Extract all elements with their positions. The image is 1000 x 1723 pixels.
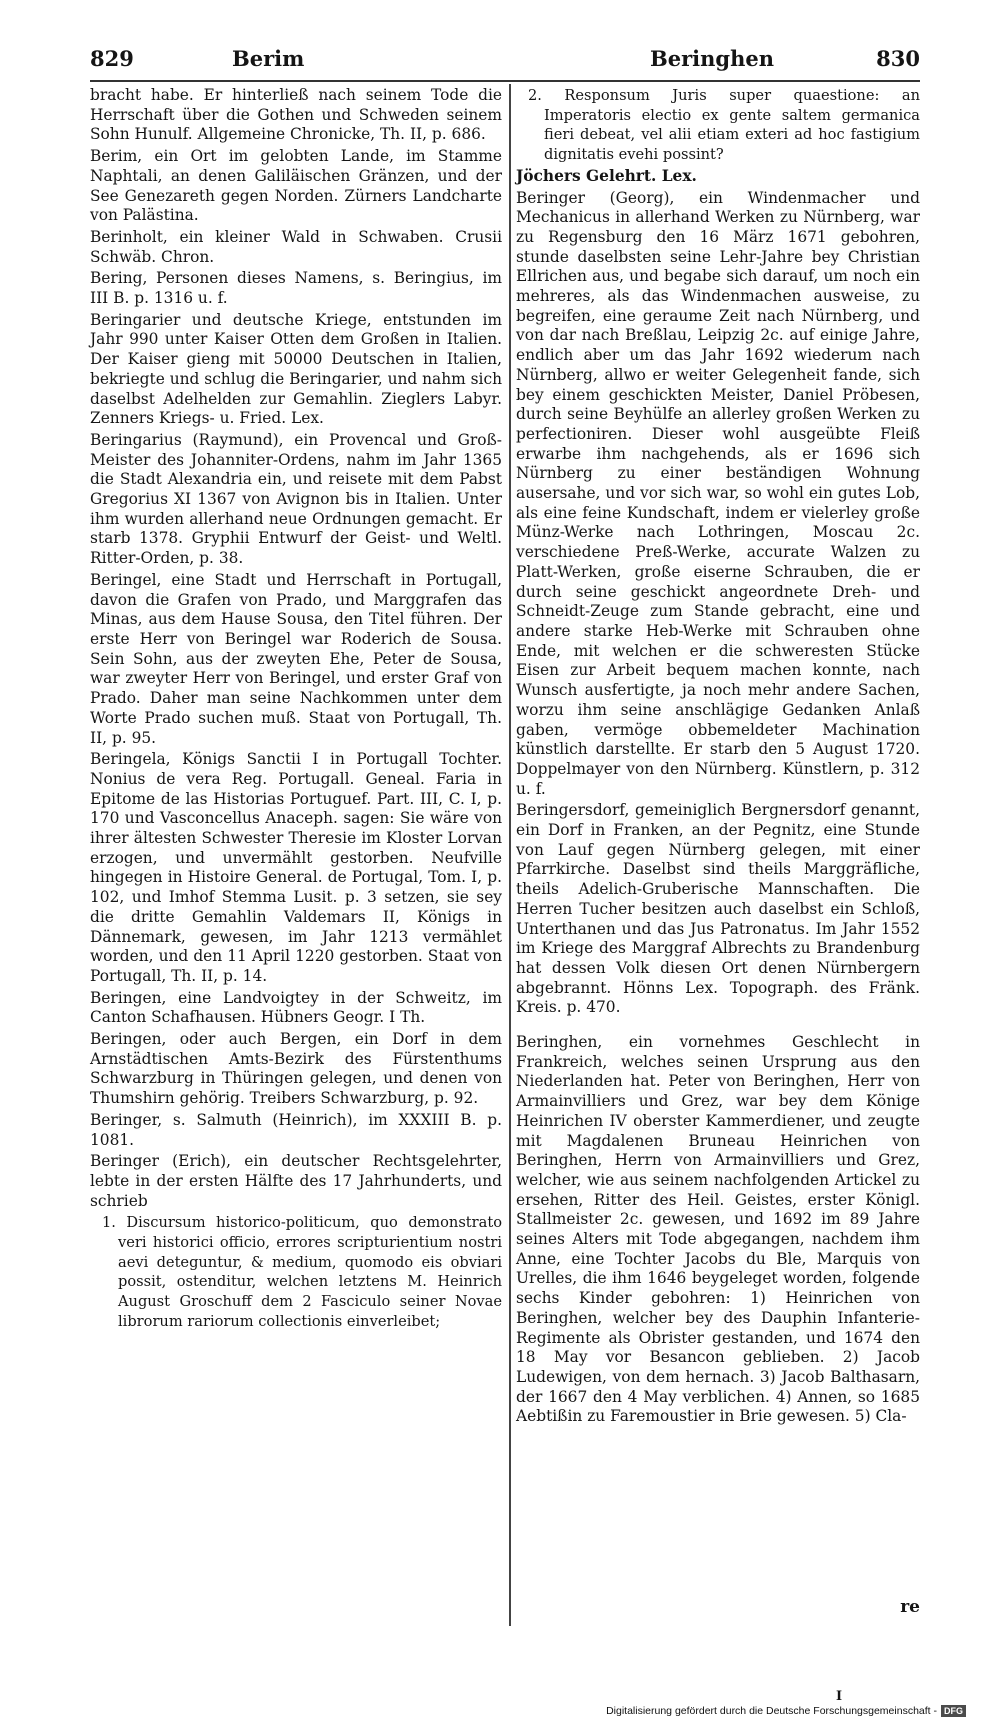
entry-beringer-salmuth: Beringer, s. Salmuth (Heinrich), im XXXIII B. p. 1081. [90,1110,502,1149]
header-rule [90,80,920,82]
entry-beringer-georg: Beringer (Georg), ein Windenmacher und Mechanicus in allerhand Werken zu Nürnberg, war zu Regensburg den 16 März 1671 gebohren, stunde daselbsten seine Lehr-Jahre bey Christian Ellrichen aus, und begabe sich darauf, um noch ein mehreres, als das Windenmachen ausweise, zu begreifen, eine geraume Zeit nach Nürnberg, und von dar nach Breßlau, Leipzig 2c. auf einige Jahre, endlich aber um das Jahr 1692 wiederum nach Nürnberg, allwo er weiter Gelegenheit fande, sich bey einem geschickten Meister, Daniel Pröbesen, durch seine Beyhülfe an allerley großen Werken zu perfectioniren. Dieser wohl ausgeübte Fleiß erwarbe ihm nachgehends, als er 1696 sich Nürnberg zu einer beständigen Wohnung ausersahe, und vor sich war, so wohl ein gutes Lob, als eine feine Kundschaft, indem er vielerley große Münz-Werke nach Lothringen, Moscau 2c. verschiedene Preß-Werke, accurate Walzen zu Platt-Werken, große eiserne Schrauben, die er durch seine geschickt angeordnete Dreh- und Schneidt-Zeuge zum Stande gebracht, eine und andere starke Heb-Werke mit Schrauben ohne Ende, mit welchen er die schweresten Stücke Eisen zur Arbeit bequem machen konnte, nach Wunsch ausfertigte, ja noch mehr andere Sachen, worzu ihm seine anschlägige Gedanken Anlaß gaben, vermöge obbemeldeter Machination künstlich darstellte. Er starb den 5 August 1720. Doppelmayer von den Nürnberg. Künstlern, p. 312 u. f. [516,188,920,798]
entry-beringen-bergen: Beringen, oder auch Bergen, ein Dorf in dem Arnstädtischen Amts-Bezirk des Fürstenthums Schwarzburg in Thüringen gelegen, und denen von Thumshirn gehörig. Treibers Schwarzburg, p. 92. [90,1030,502,1108]
right-page-number: 830 [876,46,920,71]
entry-beringhen: Beringhen, ein vornehmes Geschlecht in Frankreich, welches seinen Ursprung aus den Niederlanden hat. Peter von Beringhen, Herr von Armainvilliers und Grez, war bey dem Könige Heinrichen IV oberster Kammerdiener, und zeugte mit Magdalenen Bruneau Heinrichen von Beringhen, Herrn von Armainvilliers und Grez, welcher, wie aus seinem nachfolgenden Artickel zu ersehen, Ritter des Heil. Geistes, erster Königl. Stallmeister 2c. gewesen, und 1692 im 89 Jahre seines Alters mit Tode abgegangen, nachdem ihm Anne, eine Tochter Jacobs du Ble, Marquis von Urelles, die ihm 1646 beygeleget worden, folgende sechs Kinder gebohren: 1) Heinrichen von Beringhen, welcher bey des Dauphin Infanterie-Regimente als Obrister gestanden, und 1674 den 18 May vor Besancon geblieben. 2) Jacob Ludewigen, von dem hernach. 3) Jacob Balthasarn, der 1667 den 4 May verblichen. 4) Annen, so 1685 Aebtißin zu Faremoustier in Brie gewesen. 5) Cla- [516,1033,920,1426]
entry-beringer-erich: Beringer (Erich), ein deutscher Rechtsgelehrter, lebte in der ersten Hälfte des 17 Jahrhunderts, und schrieb [90,1152,502,1210]
entry-berinholt: Berinholt, ein kleiner Wald in Schwaben. Crusii Schwäb. Chron. [90,227,502,266]
page-header [90,46,920,78]
right-column [516,86,920,1429]
entry-beringel: Beringel, eine Stadt und Herrschaft in Portugall, davon die Grafen von Prado, und Marggrafen das Minas, aus dem Hause Sousa, den Titel führen. Der erste Herr von Beringel war Roderich de Sousa. Sein Sohn, aus der zweyten Ehe, Peter de Sousa, war zweyter Herr von Beringel, und erster Graf von Prado. Daher man seine Nachkommen unter dem Worte Prado suchen muß. Staat von Portugall, Th. II, p. 95. [90,570,502,747]
source-citation: Jöchers Gelehrt. Lex. [516,166,697,185]
left-page-number: 829 [90,46,134,71]
dfg-logo: DFG [941,1705,966,1717]
column-divider [509,84,511,1626]
right-running-head: Beringhen [650,46,775,71]
left-column [90,86,502,1334]
entry-beringersdorf: Beringersdorf, gemeiniglich Bergnersdorf genannt, ein Dorf in Franken, an der Pegnitz, eine Stunde von Lauf gegen Nürnberg gelegen, mit einer Pfarrkirche. Daselbst sind theils Marggräfliche, theils Adelich-Gruberische Mannschaften. Die Herren Tucher besitzen auch daselbst ein Schloß, Unterthanen und das Jus Patronatus. Im Jahr 1552 im Kriege des Marggraf Albrechts zu Brandenburg hat dessen Volk diesen Ort denen Nürnbergern abgebrannt. Hönns Lex. Topograph. des Fränk. Kreis. p. 470. [516,801,920,1017]
entry-beringen-schweitz: Beringen, eine Landvoigtey in der Schweitz, im Canton Schafhausen. Hübners Geogr. I Th. [90,988,502,1027]
left-running-head: Berim [232,46,305,71]
entry-beringela: Beringela, Königs Sanctii I in Portugall Tochter. Nonius de vera Reg. Portugall. Geneal. Faria in Epitome de las Historias Portuguef. Part. III, C. I, p. 170 und Vasconcellus Anaceph. sagen: Sie wäre von ihrer ältesten Schwester Theresie im Kloster Lorvan erzogen, und unvermählt gestorben. Neufville hingegen in Histoire General. de Portugal, Tom. I, p. 102, und Imhof Stemma Lusit. p. 3 setzen, sie sey die dritte Gemahlin Valdemars II, Königs in Dännemark, gewesen, im Jahr 1213 vermählet worden, und den 11 April 1220 gestorben. Staat von Portugall, Th. II, p. 14. [90,750,502,985]
entry-bering: Bering, Personen dieses Namens, s. Beringius, im III B. p. 1316 u. f. [90,269,502,308]
work-item-2: 2. Responsum Juris super quaestione: an Imperatoris electio ex gente saltem germanica fieri debeat, vel alii etiam exteri ad hoc fastigium dignitatis evehi possint? [528,87,920,164]
catchword: re [900,1597,920,1617]
signature-mark: I [836,1689,843,1704]
entry-beringarier: Beringarier und deutsche Kriege, entstunden im Jahr 990 unter Kaiser Otten dem Großen in Italien. Der Kaiser gieng mit 50000 Deutschen in Italien, bekriegte und schlug die Beringarier, und nahm sich daselbst Adelhelden zur Gemahlin. Zieglers Labyr. Zenners Kriegs- u. Fried. Lex. [90,310,502,428]
entry-continuation: bracht habe. Er hinterließ nach seinem Tode die Herrschaft über die Gothen und Schweden seinem Sohn Hunulf. Allgemeine Chronicke, Th. II, p. 686. [90,86,502,144]
entry-gap [516,1020,920,1033]
digitization-footer [606,1705,966,1717]
work-item-1: 1. Discursum historico-politicum, quo demonstrato veri historici officio, errores scripturientium nostri aevi deteguntur, & medium, quomodo eis obviari possit, ostenditur, welchen letztens M. Heinrich August Groschuff dem 2 Fasciculo seiner Novae librorum rariorum collectionis einverleibet; [102,1214,502,1330]
entry-berim: Berim, ein Ort im gelobten Lande, im Stamme Naphtali, an denen Galiläischen Gränzen, und der See Genezareth gegen Norden. Zürners Landcharte von Palästina. [90,147,502,225]
footer-text: Digitalisierung gefördert durch die Deutsche Forschungsgemeinschaft - [606,1705,937,1717]
entry-beringarius: Beringarius (Raymund), ein Provencal und Groß-Meister des Johanniter-Ordens, nahm im Jahr 1365 die Stadt Alexandria ein, und reisete mit dem Pabst Gregorius XI 1367 von Avignon bis in Italien. Unter ihm wurden allerhand neue Ordnungen gemacht. Er starb 1378. Gryphii Entwurf der Geist- und Weltl. Ritter-Orden, p. 38. [90,430,502,568]
